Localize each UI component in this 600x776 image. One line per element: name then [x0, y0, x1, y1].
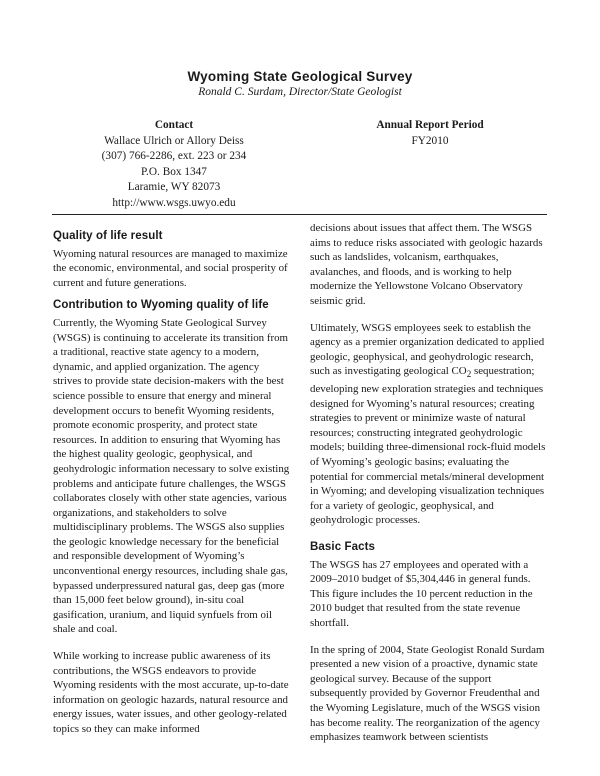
continuation-paragraph: decisions about issues that affect them. The WSGS aims to reduce risks associated with geologic hazards such as landslides, volcanism, earthquakes, avalanches, and floods, and is working to help modernize the Yellowstone Volcano Observatory seismic grid.: [310, 222, 543, 307]
spring-paragraph: In the spring of 2004, State Geologist Ronald Surdam presented a new vision of a proactive, dynamic state geological survey. Because of the support subsequently provided by Governor Freudenthal and the Wyoming Legislature, much of the WSGS vision has become reality. The reorganization of the agency emphasizes teamwork between scientists: [310, 643, 545, 744]
header-divider: [52, 214, 547, 215]
contact-heading: Contact: [154, 119, 194, 131]
right-column: [310, 221, 548, 757]
document-subtitle: Ronald C. Surdam, Director/State Geologist: [198, 86, 402, 98]
report-period-block: [340, 118, 520, 149]
contact-block: [60, 118, 288, 211]
quality-heading: Quality of life result: [53, 230, 163, 242]
report-period-value: FY2010: [411, 134, 449, 147]
contact-line: Laramie, WY 82073: [127, 181, 221, 193]
contact-url: http://www.wsgs.uwyo.edu: [112, 196, 236, 209]
contribution-paragraph-1: Currently, the Wyoming State Geological Survey (WSGS) is continuing to accelerate its transition from a traditional, reactive state agency to a modern, dynamic, and applied organization. The agency strives to provide state decision-makers with the best science possible to ensure that energy and mineral development occurs to benefit Wyoming residents, promote economic prosperity, and protect state resources. In addition to ensuring that Wyoming has the highest quality geologic, geophysical, and geohydrologic information necessary to solve existing problems and anticipate future challenges, the WSGS collaborates closely with other state agencies, various organizations, and stakeholders to solve multidisciplinary problems. The WSGS also supplies the geologic knowledge necessary for the beneficial and responsible development of Wyoming’s unconventional energy resources, including shale gas, bypassed underpressured natural gas, deep gas (more than 15,000 feet below ground), in-situ coal gasification, uranium, and liquid synfuels from oil shale and coal.: [53, 316, 290, 636]
contribution-heading: Contribution to Wyoming quality of life: [53, 299, 269, 312]
ultimately-paragraph: [310, 321, 548, 528]
left-column: [53, 226, 290, 749]
ultimately-text-a: Ultimately, WSGS employees seek to establish the agency as a premier organization dedicated to applied geologic, geophysical, and geohydrologic research, such as investigating geological CO: [310, 321, 545, 378]
ultimately-text-b: sequestration; developing new exploration strategies and techniques designed for Wyoming’s natural resources; creating strategies to prevent or minimize waste of natural resources; constructing integrated geohydrologic models; building three-dimensional rock-fluid models of Wyoming’s geologic basins; evaluating the potential for commercial metals/mineral development in Wyoming; and developing visualization techniques for a variety of geologic, geophysical, and geohydrologic processes.: [310, 365, 546, 527]
co2-subscript: 2: [466, 369, 472, 380]
quality-paragraph: Wyoming natural resources are managed to maximize the economic, environmental, and social prosperity of current and future generations.: [53, 247, 288, 289]
report-period-heading: Annual Report Period: [376, 119, 484, 131]
basic-facts-heading: Basic Facts: [310, 541, 376, 554]
contact-line: P.O. Box 1347: [141, 165, 207, 178]
contribution-paragraph-2: While working to increase public awareness of its contributions, the WSGS endeavors to provide Wyoming residents with the most accurate, up-to-date information on geologic hazards, natural resource and energy issues, water issues, and other geology-related topics so they can make informed: [53, 650, 289, 735]
document-title: Wyoming State Geological Survey: [187, 69, 413, 84]
contact-line: (307) 766-2286, ext. 223 or 234: [101, 150, 247, 162]
contact-line: Wallace Ulrich or Allory Deiss: [104, 134, 244, 147]
basic-facts-paragraph: The WSGS has 27 employees and operated with a 2009–2010 budget of $5,304,446 in general funds. This figure includes the 10 percent reduction in the 2010 budget that resulted from the state revenue shortfall.: [310, 558, 533, 630]
